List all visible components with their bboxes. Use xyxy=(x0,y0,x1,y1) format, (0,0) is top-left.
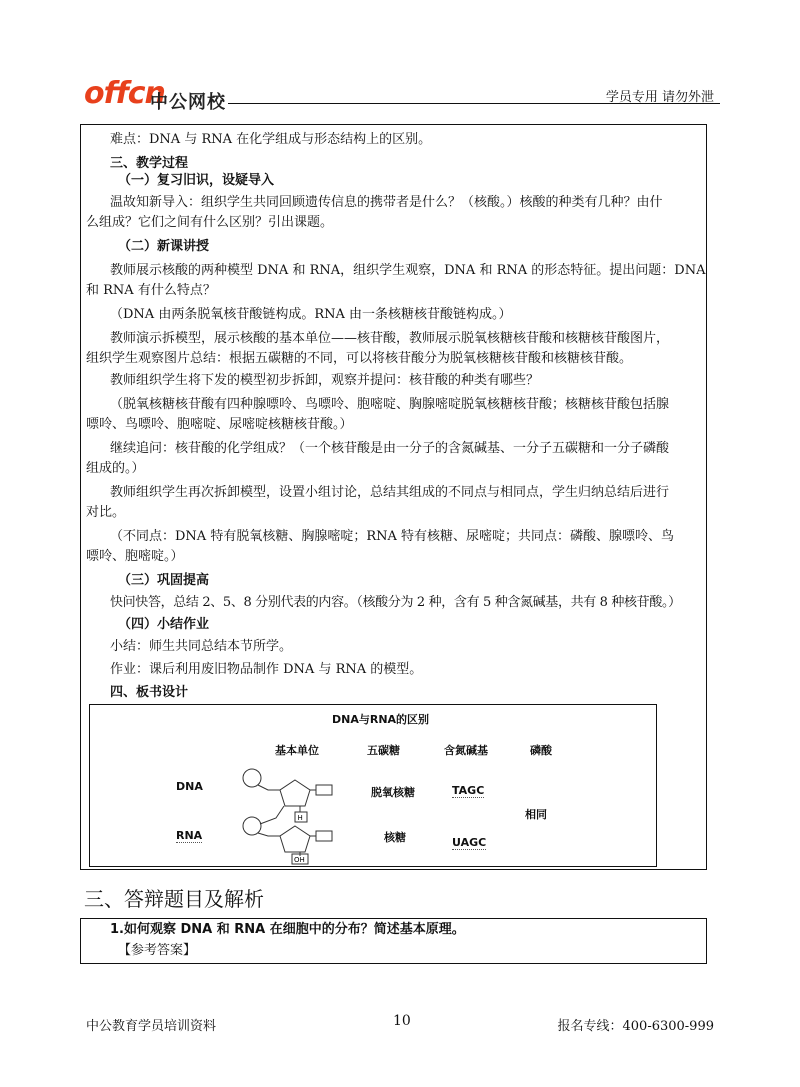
board-col-unit: 基本单位 xyxy=(275,744,319,757)
paragraph-line: 对比。 xyxy=(86,505,126,520)
paragraph-line: 嘌呤、胞嘧啶。） xyxy=(86,549,184,564)
board-dna-sugar: 脱氧核糖 xyxy=(371,786,415,799)
paragraph-line: 快问快答，总结 2、5、8 分别代表的内容。（核酸分为 2 种，含有 5 种含氮碱基，共有 8 种核苷酸。） xyxy=(110,595,681,610)
rna-phosphate-circle xyxy=(243,817,261,835)
board-title: DNA与RNA的区别 xyxy=(332,713,430,726)
rna-group-label: OH xyxy=(294,856,305,864)
question-1: 1.如何观察 DNA 和 RNA 在细胞中的分布？简述基本原理。 xyxy=(110,922,465,937)
board-rna-base: UAGC xyxy=(452,836,487,849)
paragraph-line: 温故知新导入：组织学生共同回顾遗传信息的携带者是什么？（核酸。）核酸的种类有几种？由什 xyxy=(110,195,663,210)
footer-left: 中公教育学员培训资料 xyxy=(86,1019,217,1034)
paragraph-line: 教师演示拆模型，展示核酸的基本单位——核苷酸，教师展示脱氧核糖核苷酸和核糖核苷酸图片， xyxy=(110,331,670,346)
page-number: 10 xyxy=(393,1013,411,1029)
paragraph-line: 小结：师生共同总结本节所学。 xyxy=(110,639,293,654)
dna-bond xyxy=(258,785,280,790)
board-phosphate-same: 相同 xyxy=(525,808,547,821)
paragraph-line: 么组成？它们之间有什么区别？引出课题。 xyxy=(86,215,334,230)
paragraph-line: （脱氧核糖核苷酸有四种腺嘌呤、鸟嘌呤、胞嘧啶、胸腺嘧啶脱氧核糖核苷酸；核糖核苷酸包括腺 xyxy=(110,397,670,412)
dna-phosphate-circle xyxy=(243,769,261,787)
footer-right: 报名专线：400-6300-999 xyxy=(557,1019,714,1034)
paragraph-line: 组成的。） xyxy=(86,461,145,476)
backbone-link xyxy=(260,806,284,824)
board-col-phosphate: 磷酸 xyxy=(530,744,552,757)
subheading-summary-homework: （四）小结作业 xyxy=(118,617,210,632)
paragraph-line: 教师组织学生将下发的模型初步拆卸，观察并提问：核苷酸的种类有哪些？ xyxy=(110,373,540,388)
rna-base-box xyxy=(316,831,332,841)
rna-sugar-pentagon xyxy=(280,826,310,852)
paragraph-line: （不同点：DNA 特有脱氧核糖、胸腺嘧啶；RNA 特有核糖、尿嘧啶；共同点：磷酸、腺嘌呤、鸟 xyxy=(110,529,675,544)
difficulty-line: 难点：DNA 与 RNA 在化学组成与形态结构上的区别。 xyxy=(110,132,432,147)
logo-chinese: 中公网校 xyxy=(150,92,226,113)
section-three-title: 三、答辩题目及解析 xyxy=(84,887,264,911)
dna-sugar-pentagon xyxy=(280,780,310,806)
subheading-review: （一）复习旧识，设疑导入 xyxy=(118,173,275,188)
offcn-logo xyxy=(84,76,234,113)
board-col-sugar: 五碳糖 xyxy=(367,744,400,757)
paragraph-line: 教师组织学生再次拆卸模型，设置小组讨论，总结其组成的不同点与相同点，学生归纳总结后进行 xyxy=(110,485,670,500)
header-tag: 学员专用 请勿外泄 xyxy=(605,90,714,105)
dna-group-label: H xyxy=(297,814,303,822)
subheading-consolidation: （三）巩固提高 xyxy=(118,573,210,588)
paragraph-line: 作业：课后利用废旧物品制作 DNA 与 RNA 的模型。 xyxy=(110,662,423,677)
board-row-rna: RNA xyxy=(176,829,203,842)
dna-base-box xyxy=(316,785,332,795)
logo-latin: offcn xyxy=(84,76,165,111)
paragraph-line: （DNA 由两条脱氧核苷酸链构成。RNA 由一条核糖核苷酸链构成。） xyxy=(110,307,512,322)
section-heading-teaching-process: 三、教学过程 xyxy=(110,156,189,171)
rna-bond xyxy=(258,833,280,836)
nucleotide-structure-diagram xyxy=(240,766,340,866)
paragraph-line: 和 RNA 有什么特点？ xyxy=(86,283,216,298)
subheading-new-lesson: （二）新课讲授 xyxy=(118,239,210,254)
board-row-dna: DNA xyxy=(176,780,203,793)
paragraph-line: 组织学生观察图片总结：根据五碳糖的不同，可以将核苷酸分为脱氧核糖核苷酸和核糖核苷酸。 xyxy=(86,351,633,366)
paragraph-line: 嘌呤、鸟嘌呤、胞嘧啶、尿嘧啶核糖核苷酸。） xyxy=(86,417,353,432)
board-col-base: 含氮碱基 xyxy=(444,744,488,757)
paragraph-line: 继续追问：核苷酸的化学组成？（一个核苷酸是由一分子的含氮碱基、一分子五碳糖和一分子磷酸 xyxy=(110,441,670,456)
board-dna-base: TAGC xyxy=(452,784,485,797)
board-rna-sugar: 核糖 xyxy=(384,831,406,844)
section-heading-board-design: 四、板书设计 xyxy=(110,685,189,700)
paragraph-line: 教师展示核酸的两种模型 DNA 和 RNA，组织学生观察，DNA 和 RNA 的形态特征。提出问题：DNA xyxy=(110,263,706,278)
answer-label: 【参考答案】 xyxy=(118,943,197,958)
